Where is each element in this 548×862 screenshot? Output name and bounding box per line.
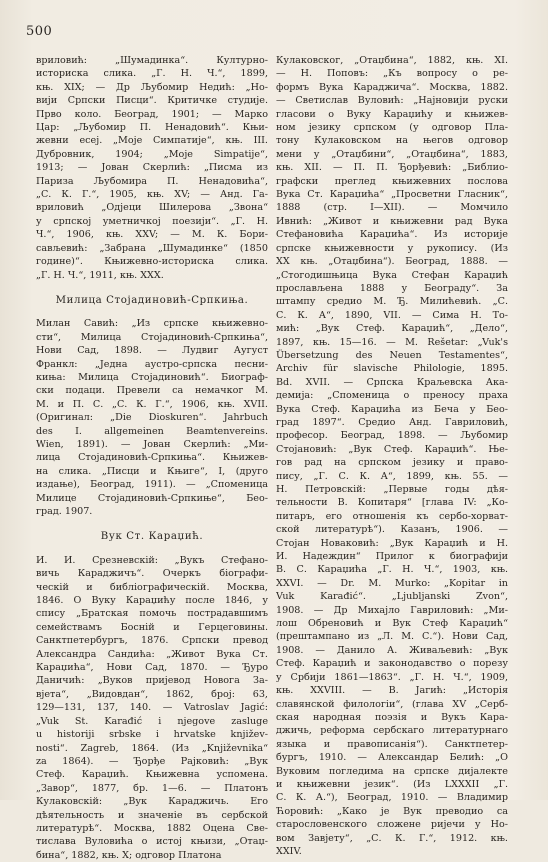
text-line: Цар: „Љубомир П. Ненадовић“. Књи-	[36, 122, 268, 134]
text-line: С. К. А.“), Београд, 1910. — Владимир	[276, 792, 508, 804]
text-line: Дубровник, 1904; „Moje Simpatije“,	[36, 148, 268, 160]
text-line: Н. Петровскій: „Первые годы дѣя-	[276, 484, 508, 495]
text-line: град 1897“. Средио Анд. Гавриловић,	[276, 416, 508, 428]
text-line: гласови о Вуку Караџићу и књижев-	[276, 108, 508, 120]
text-line: 1888 (стр. I—XII). — Момчило	[276, 202, 508, 214]
bibliography-block	[276, 54, 508, 858]
text-line: 1846. О Вуку Караџићу после 1846, у	[36, 595, 268, 607]
text-line: — Светислав Вуловић: „Најновији руски	[276, 95, 508, 107]
text-line: књ. XIX; — Др Љубомир Недић: „Но-	[36, 81, 268, 93]
text-line: „Г. Н. Ч.“, 1911, књ. XXX.	[36, 269, 164, 281]
text-line: ческій и библіографическій. Москва,	[36, 581, 268, 593]
text-line: ном језику српском (у одговор Пла-	[276, 122, 508, 134]
text-line: 1913; — Јован Скерлић: „Писма из	[36, 162, 268, 174]
text-line: лица Стојадиновић-Српкиња“. Књижев-	[36, 452, 268, 464]
text-line: гов рад на српском језику и право-	[276, 457, 508, 469]
text-line: ской литературѣ“). Казанъ, 1906. —	[276, 524, 508, 536]
text-line: И. Надеждин“ Прилог к биографији	[276, 551, 508, 563]
text-line: — Н. Поповъ: „Къ вопросу о ре-	[276, 68, 508, 80]
text-line: Санктпетербургъ, 1876. Српски превод	[36, 635, 268, 647]
text-line: тислава Вуловића о истој књизи, „Отаџ-	[36, 836, 268, 848]
text-line: u historiji srbske i hrvatske književ-	[36, 729, 268, 741]
text-line: Стеф. Караџић и законодавство о порезу	[276, 658, 508, 670]
text-line: вриловић: „Шумадинка“. Културно-	[36, 55, 268, 66]
text-line: књ. XII. — П. П. Ђорђевић: „Библио-	[276, 162, 508, 174]
text-line: Вуковим погледима на српске дијалекте	[276, 765, 508, 777]
text-line: джичь, реформа сербскаго литературнаго	[276, 725, 508, 737]
text-line: (Оригинал: „Die Dioskuren“. Jahrbuch	[36, 412, 268, 424]
text-line: питаръ, его отношенія къ сербо-хорват-	[276, 510, 508, 522]
text-line: „Стогодишњица Вука Стефан Караџић	[276, 269, 508, 281]
text-line: у српској уметничкој поезији“. „Г. Н.	[36, 215, 268, 227]
text-line: XXIV.	[276, 845, 302, 857]
text-line: Прво коло. Београд, 1901; — Марко	[36, 108, 268, 120]
text-line: професор. Београд, 1898. — Љубомир	[276, 430, 508, 442]
text-line: тону Кулаковском на његов одговор	[276, 135, 508, 147]
text-line: вији Српски Писци“. Критичке студије.	[36, 95, 268, 107]
text-line: бургъ, 1910. — Александар Белић: „О	[276, 752, 508, 764]
text-line: литературѣ“. Москва, 1882 Оцена Све-	[36, 822, 268, 834]
text-line: Александра Сандића: „Живот Вука Ст.	[36, 648, 268, 660]
text-line: 129—131, 137, 140. — Vatroslav Jagić:	[36, 702, 268, 714]
text-line: вриловић „Одјеци Шилерова „Звона“	[36, 202, 268, 214]
text-line: В. С. Караџића „Г. Н. Ч.“, 1903, књ.	[276, 564, 508, 576]
text-line: Стеф. Караџић. Књижевна успомена.	[36, 769, 268, 781]
text-line: пису, „Г. С. К. А“, 1899, књ. 55. —	[276, 470, 508, 482]
bibliography-block	[36, 317, 268, 518]
text-line: Archiv für slavische Philologie, 1895.	[276, 363, 508, 375]
text-line: вичь Караджичъ“. Очеркъ біографи-	[36, 568, 268, 580]
text-line: И. И. Срезневскій: „Вукъ Стефано-	[36, 554, 268, 566]
text-line: на слика. „Писци и Књиге“, I, (друго	[36, 465, 268, 477]
text-line: тельности В. Копитаря“ [глава IV: „Ко-	[276, 497, 508, 509]
text-line: (прештампано из „Л. М. С.“). Нови Сад,	[276, 631, 508, 643]
text-line: Стојановић: „Вук Стеф. Караџић“. Ње-	[276, 443, 508, 455]
text-line: ская народная поэзія и Вукъ Кара-	[276, 711, 508, 723]
text-line: демија: „Споменица о преносу праха	[276, 390, 508, 402]
text-line: године)“. Књижевно-историска слика.	[36, 256, 268, 268]
left-column	[36, 54, 268, 862]
text-line: 1897, књ. 15—16. — M. Rešetar: „Vuk's	[276, 336, 508, 348]
text-line: мић: „Вук Стеф. Караџић“, „Дело“,	[276, 323, 508, 335]
text-line: „Vuk St. Karađić i njegove zasluge	[36, 715, 268, 727]
text-line: Париза Љубомира П. Ненадовића“,	[36, 175, 268, 187]
text-line: графски преглед књижевних послова	[276, 175, 508, 187]
page-number: 500	[26, 24, 53, 39]
text-line: бина“, 1882, књ. X; одговор Платона	[36, 849, 222, 861]
text-line: Караџића“, Нови Сад, 1870. — Ђуро	[36, 662, 268, 674]
text-line: Кулаковскій: „Вук Караджичь. Его	[36, 796, 268, 808]
text-line: Ћоровић: „Како је Вук преводио са	[276, 805, 508, 817]
text-line: српске књижевности у рукопису. (Из	[276, 242, 508, 254]
text-line: „С. К. Г.“, 1905, књ. XV; — Анд. Га-	[36, 189, 268, 201]
right-column	[276, 54, 508, 858]
text-line: дѣятельность и значеніе въ сербской	[36, 809, 268, 821]
bibliography-block	[36, 554, 268, 862]
text-line: Wien, 1891). — Јован Скерлић: „Ми-	[36, 438, 268, 450]
section-heading: Милица Стојадиновић-Српкиња.	[55, 294, 249, 306]
text-line: языка и правописанія“). Санктпетер-	[276, 738, 508, 750]
text-line: des I. allgemeinen Beamtenvereins.	[36, 425, 268, 437]
text-line: књ. XXVIII. — В. Јагић: „Исторія	[276, 685, 508, 697]
text-line: прослављена 1888 у Београду“. За	[276, 282, 508, 294]
text-line: Стојан Новаковић: „Вук Караџић и Н.	[276, 537, 508, 549]
text-line: издање), Београд, 1911). — „Споменица	[36, 479, 268, 491]
text-line: Милице Стојадиновић-Српкиње“, Бео-	[36, 492, 268, 504]
text-line: Милан Савић: „Из српске књижевно-	[36, 318, 268, 330]
text-line: 1908. — Данило А. Живаљевић: „Вук	[276, 644, 508, 656]
text-line: Кулаковског, „Отаџбина“, 1882, књ. XI.	[276, 55, 508, 66]
text-line: формъ Вука Караджича“. Москва, 1882.	[276, 81, 508, 93]
text-line: Bd. XVII. — Српска Краљевска Ака-	[276, 376, 508, 388]
text-line: 1908. — Др Михајло Гавриловић: „Ми-	[276, 604, 508, 616]
text-line: С. К. А“, 1890, VII. — Сима Н. То-	[276, 309, 508, 321]
text-line: сти“, Милица Стојадиновић-Српкиња“,	[36, 331, 268, 343]
text-line: Übersetzung des Neuen Testamentes“,	[276, 349, 508, 361]
text-line: ски подаци. Превели са немачког М.	[36, 385, 268, 397]
text-line: старословенского сложене ријечи у Но-	[276, 819, 508, 831]
section-heading: Вук Ст. Караџић.	[100, 531, 204, 543]
text-line: М. и П. С. „С. К. Г.“, 1906, књ. XVII.	[36, 398, 268, 410]
text-line: семействамъ Босній и Герцеговины.	[36, 621, 268, 633]
text-line: „Завор“, 1877, бр. 1—6. — Платонъ	[36, 782, 268, 794]
text-line: Vuk Karađić“. „Ljubljanski Zvon“,	[276, 591, 508, 603]
text-line: славянской филологіи“, (глава XV „Серб-	[276, 698, 508, 710]
text-line: XXVI. — Dr. M. Murko: „Kopitar in	[276, 577, 508, 589]
text-line: вом Завјету“, „С. К. Г.“, 1912. књ.	[276, 832, 508, 844]
text-line: XX књ. „Отаџбина“). Београд, 1888. —	[276, 256, 508, 268]
text-line: у Србији 1861—1863“. „Г. Н. Ч.“, 1909,	[276, 671, 508, 683]
text-line: вјета“, „Видовдан“, 1862, број: 63,	[36, 688, 268, 700]
text-line: Даничић: „Вуков пријевод Новога За-	[36, 675, 268, 687]
text-line: nosti“. Zagreb, 1864. (Из „Književnika“	[36, 742, 268, 754]
text-line: Ивнић: „Живот и књижевни рад Вука	[276, 215, 508, 227]
bibliography-block	[36, 54, 268, 282]
text-line: лош Обреновић и Вук Стеф Караџић“	[276, 618, 508, 630]
text-line: сављевић: „Забрана „Шумадинке“ (1850	[36, 242, 268, 254]
text-line: Вука Стеф. Караџића из Беча у Бео-	[276, 403, 508, 415]
text-line: историска слика. „Г. Н. Ч.“, 1899,	[36, 68, 268, 80]
text-line: za 1864). — Ђорђе Рајковић: „Вук	[36, 755, 268, 767]
text-line: и књижевни језик“. (Из LXXXII „Г.	[276, 778, 508, 790]
text-line: киња: Милица Стојадиновић“. Биограф-	[36, 371, 268, 383]
text-line: Франкл: „Једна аустро-српска песни-	[36, 358, 268, 370]
text-line: Стефановића Караџића“. Из историје	[276, 229, 508, 241]
text-line: штампу средио М. Ђ. Милићевић. „С.	[276, 296, 508, 308]
text-line: спису „Братская помочь пострадавшимъ	[36, 608, 268, 620]
text-line: мени у „Отаџбини“, „Отаџбина“, 1883,	[276, 148, 508, 160]
text-line: Нови Сад, 1898. — Лудвиг Аугуст	[36, 345, 268, 357]
text-line: Вука Ст. Караџића“ „Просветни Гласник“,	[276, 189, 508, 201]
text-line: Ч.“, 1906, књ. XXV; — М. К. Бори-	[36, 229, 268, 241]
text-line: град. 1907.	[36, 506, 93, 517]
text-line: жевни есеј. „Моје Симпатије“, књ. III.	[36, 135, 268, 147]
